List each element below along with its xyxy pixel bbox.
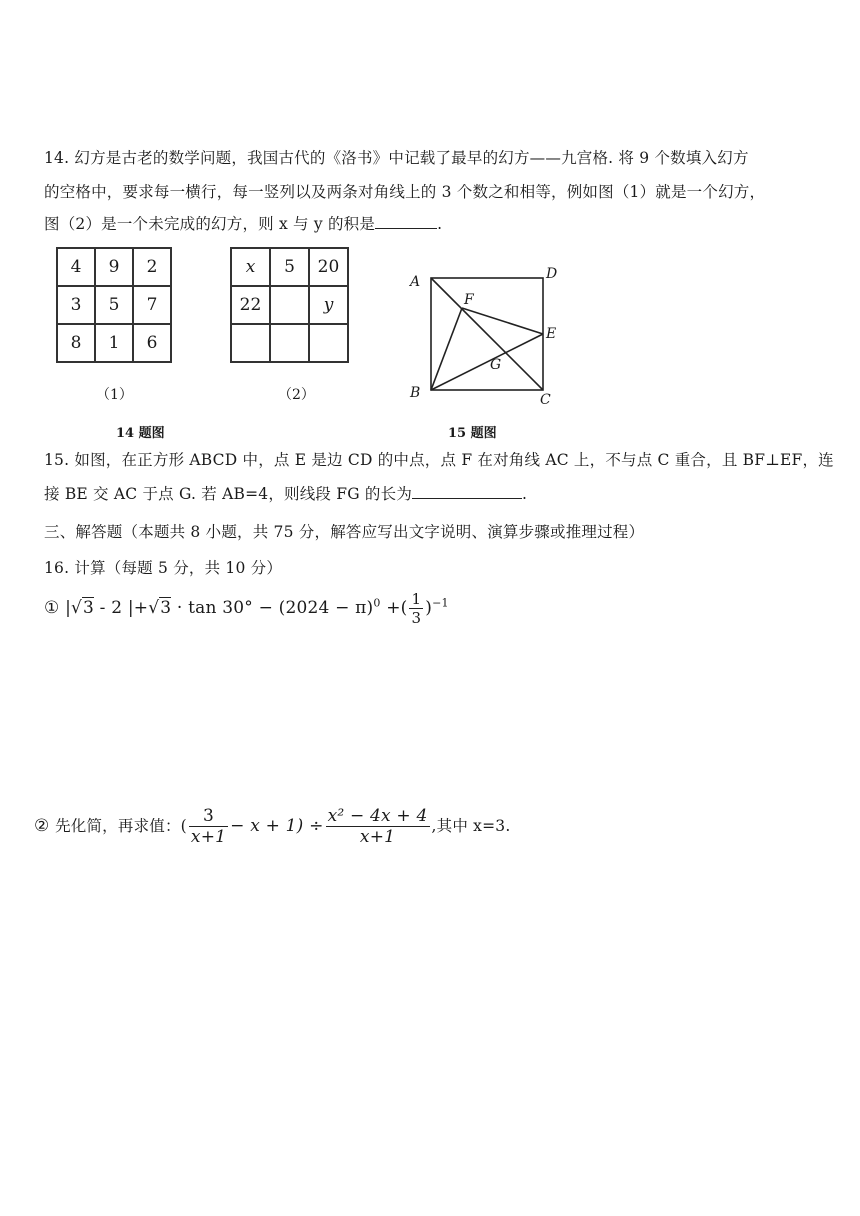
q15-line2-text: 接 BE 交 AC 于点 G. 若 AB=4，则线段 FG 的长为: [44, 485, 413, 503]
plus-paren: +(: [380, 598, 408, 618]
q14-line3: [44, 212, 442, 234]
q15-line2: [44, 482, 527, 504]
abs-open: |: [65, 598, 71, 618]
f2-num: x² − 4x + 4: [327, 806, 428, 826]
part2-tail: ,其中 x=3.: [431, 817, 511, 835]
grid2-caption: （2）: [278, 387, 315, 403]
grid2-cell: [309, 324, 348, 362]
diagonal-ac: [431, 278, 543, 390]
grid1-cell: 8: [57, 324, 95, 362]
grid1-cell: 9: [95, 248, 133, 286]
grid2-cell: 5: [270, 248, 309, 286]
grid1-caption: （1）: [96, 387, 133, 403]
part2-lead: 先化简，再求值：(: [55, 817, 187, 835]
grid1-cell: 6: [133, 324, 171, 362]
frac-num: 1: [411, 590, 422, 608]
q16-part1: ① |√3 - 2 $|+√3 \cdot \tan 30^\circ - (2024 - \pi)^0$ +( $\frac{1}{3}$ )$^{-1}$: [44, 590, 449, 627]
f1-den: x+1: [190, 827, 227, 847]
exp-neg-one: −1: [432, 596, 449, 610]
grid2-cell: [270, 286, 309, 324]
root-b: 3: [160, 598, 172, 618]
grid1-cell: 7: [133, 286, 171, 324]
magic-square-1: [56, 247, 172, 363]
part1-marker: ①: [44, 598, 60, 618]
tan-term: · tan 30° − (2024 − π): [171, 598, 374, 618]
part2-mid: − x + 1) ÷: [230, 816, 324, 836]
label-b: B: [410, 385, 421, 401]
label-g: G: [490, 357, 502, 373]
part2-marker: ②: [34, 816, 50, 836]
frac-den: 3: [411, 609, 422, 627]
f2-den: x+1: [359, 827, 396, 847]
grid2-cell: x: [231, 248, 270, 286]
magic-square-2: [230, 247, 349, 363]
fraction-three-over: [189, 806, 228, 847]
grid1-cell: 1: [95, 324, 133, 362]
q14-line3-text: 图（2）是一个未完成的幻方，则 x 与 y 的积是: [44, 215, 376, 233]
q14-line1: 14. 幻方是古老的数学问题，我国古代的《洛书》中记载了最早的幻方——九宫格. 将 9 个数填入幻方: [44, 149, 749, 167]
exp-zero: 0: [373, 596, 381, 610]
q15-line2-end: .: [522, 485, 528, 503]
section-3-heading: 三、解答题（本题共 8 小题，共 75 分，解答应写出文字说明、演算步骤或推理过程）: [44, 523, 645, 541]
answer-blank-15: [412, 484, 522, 499]
label-a: A: [410, 274, 421, 290]
grid1-cell: 3: [57, 286, 95, 324]
label-c: C: [540, 392, 551, 408]
grid2-cell: 20: [309, 248, 348, 286]
figure-caption-15: 15 题图: [448, 426, 497, 441]
answer-blank-14: [375, 214, 437, 229]
f1-num: 3: [189, 806, 228, 827]
q15-line1: 15. 如图，在正方形 ABCD 中，点 E 是边 CD 的中点，点 F 在对角线 AC 上，不与点 C 重合，且 BF⊥EF，连: [44, 451, 834, 469]
root-a: 3: [83, 598, 95, 618]
label-f: F: [464, 292, 474, 308]
grid2-cell: [231, 324, 270, 362]
grid2-cell: y: [309, 286, 348, 324]
segment-be: [431, 334, 543, 390]
figure-caption-14: 14 题图: [116, 426, 165, 441]
grid1-cell: 4: [57, 248, 95, 286]
label-d: D: [546, 266, 558, 282]
grid1-cell: 2: [133, 248, 171, 286]
square-figure: [400, 260, 570, 410]
q14-line2: 的空格中，要求每一横行，每一竖列以及两条对角线上的 3 个数之和相等，例如图（1）就是一个幻方，: [44, 183, 766, 201]
close-paren: ): [425, 598, 433, 618]
q14-line3-end: .: [437, 215, 443, 233]
q16-part2: [34, 806, 510, 847]
fraction-quadratic: [326, 806, 430, 847]
q16-title: 16. 计算（每题 5 分，共 10 分）: [44, 559, 283, 577]
minus-two: - 2 |: [94, 598, 134, 618]
grid1-cell: 5: [95, 286, 133, 324]
plus-sign: +: [133, 598, 149, 618]
label-e: E: [546, 326, 557, 342]
fraction-one-third: [409, 590, 423, 627]
grid2-cell: [270, 324, 309, 362]
grid2-cell: 22: [231, 286, 270, 324]
